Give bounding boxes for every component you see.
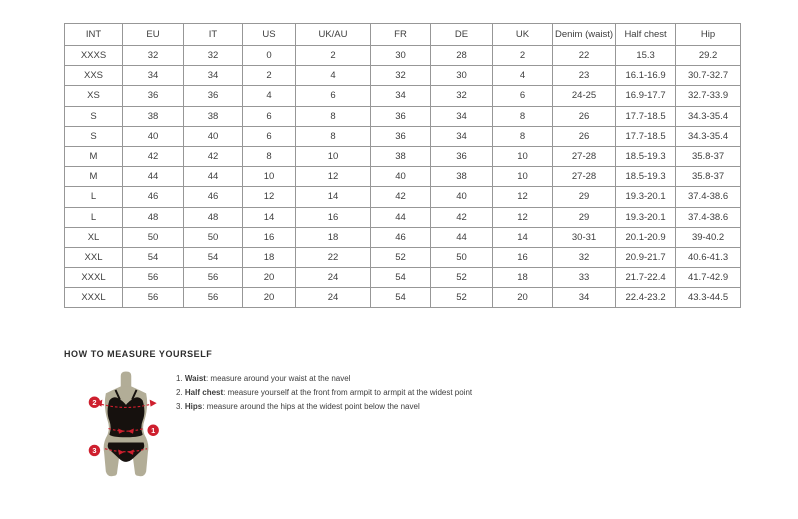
- table-cell: 8: [296, 126, 371, 146]
- table-cell: 8: [243, 146, 296, 166]
- table-cell: 52: [431, 288, 493, 308]
- table-cell: 24: [296, 268, 371, 288]
- column-header: US: [243, 24, 296, 46]
- table-cell: 22: [553, 46, 616, 66]
- table-cell: 21.7-22.4: [616, 268, 676, 288]
- step-label: Hips: [184, 402, 203, 411]
- table-cell: 26: [553, 126, 616, 146]
- table-cell: 8: [296, 106, 371, 126]
- table-cell: 32: [431, 86, 493, 106]
- column-header: Hip: [676, 24, 741, 46]
- table-cell: 4: [296, 66, 371, 86]
- table-cell: 16: [296, 207, 371, 227]
- table-cell: 36: [431, 146, 493, 166]
- step-number: 1.: [176, 374, 183, 383]
- table-cell: 34: [371, 86, 431, 106]
- step-text: : measure around your waist at the navel: [205, 374, 351, 383]
- table-cell: 56: [184, 288, 243, 308]
- table-cell: 30-31: [553, 227, 616, 247]
- table-cell: 16.1-16.9: [616, 66, 676, 86]
- table-cell: 16: [493, 247, 553, 267]
- table-cell: 15.3: [616, 46, 676, 66]
- table-row: [65, 288, 741, 308]
- table-cell: 29: [553, 207, 616, 227]
- table-cell: 54: [371, 288, 431, 308]
- table-cell: XXS: [65, 66, 123, 86]
- table-cell: M: [65, 167, 123, 187]
- column-header: FR: [371, 24, 431, 46]
- table-cell: 35.8-37: [676, 146, 741, 166]
- table-cell: XXXL: [65, 268, 123, 288]
- table-cell: 24-25: [553, 86, 616, 106]
- table-row: [65, 106, 741, 126]
- table-cell: M: [65, 146, 123, 166]
- table-cell: 36: [371, 126, 431, 146]
- table-cell: 36: [184, 86, 243, 106]
- measure-step: [176, 372, 472, 386]
- table-cell: 34: [553, 288, 616, 308]
- waist-badge: [147, 425, 158, 436]
- table-cell: 28: [431, 46, 493, 66]
- table-cell: 50: [123, 227, 184, 247]
- table-cell: 12: [493, 207, 553, 227]
- table-cell: 30: [371, 46, 431, 66]
- table-cell: 33: [553, 268, 616, 288]
- table-cell: 29.2: [676, 46, 741, 66]
- measurement-figure: [82, 368, 170, 482]
- table-cell: 18: [243, 247, 296, 267]
- table-cell: XXXS: [65, 46, 123, 66]
- mannequin-neck: [121, 372, 132, 388]
- table-cell: XS: [65, 86, 123, 106]
- table-cell: 6: [243, 126, 296, 146]
- table-cell: 18: [493, 268, 553, 288]
- measure-step: [176, 386, 472, 400]
- table-cell: 12: [493, 187, 553, 207]
- table-cell: 52: [431, 268, 493, 288]
- table-cell: 32: [371, 66, 431, 86]
- table-cell: 46: [123, 187, 184, 207]
- table-row: [65, 86, 741, 106]
- table-row: [65, 46, 741, 66]
- measure-steps-list: [176, 372, 472, 414]
- table-header-row: [65, 24, 741, 46]
- table-row: [65, 187, 741, 207]
- table-cell: 40.6-41.3: [676, 247, 741, 267]
- table-row: [65, 247, 741, 267]
- table-cell: 56: [184, 268, 243, 288]
- table-cell: 22.4-23.2: [616, 288, 676, 308]
- table-cell: 2: [243, 66, 296, 86]
- table-cell: 41.7-42.9: [676, 268, 741, 288]
- svg-text:2: 2: [92, 397, 97, 407]
- table-cell: 37.4-38.6: [676, 187, 741, 207]
- table-cell: 20: [493, 288, 553, 308]
- table-cell: 6: [296, 86, 371, 106]
- table-cell: 23: [553, 66, 616, 86]
- table-cell: 44: [184, 167, 243, 187]
- measure-guide-heading: HOW TO MEASURE YOURSELF: [64, 349, 213, 359]
- column-header: EU: [123, 24, 184, 46]
- table-cell: 32: [123, 46, 184, 66]
- table-cell: 6: [243, 106, 296, 126]
- table-cell: 50: [184, 227, 243, 247]
- table-cell: 17.7-18.5: [616, 126, 676, 146]
- table-cell: L: [65, 187, 123, 207]
- column-header: UK: [493, 24, 553, 46]
- table-row: [65, 167, 741, 187]
- table-cell: 20.9-21.7: [616, 247, 676, 267]
- table-cell: 44: [123, 167, 184, 187]
- table-cell: 38: [431, 167, 493, 187]
- table-row: [65, 66, 741, 86]
- table-cell: 30.7-32.7: [676, 66, 741, 86]
- table-row: [65, 126, 741, 146]
- table-cell: 52: [371, 247, 431, 267]
- table-cell: 24: [296, 288, 371, 308]
- table-cell: 46: [184, 187, 243, 207]
- table-cell: 10: [296, 146, 371, 166]
- table-cell: 12: [243, 187, 296, 207]
- table-cell: 18.5-19.3: [616, 167, 676, 187]
- hips-badge: [89, 445, 100, 456]
- table-cell: 18.5-19.3: [616, 146, 676, 166]
- table-row: [65, 227, 741, 247]
- table-cell: 27-28: [553, 167, 616, 187]
- table-cell: 17.7-18.5: [616, 106, 676, 126]
- table-cell: 14: [243, 207, 296, 227]
- column-header: Half chest: [616, 24, 676, 46]
- table-cell: 29: [553, 187, 616, 207]
- table-cell: 34: [431, 126, 493, 146]
- chest-badge: [89, 397, 100, 408]
- table-cell: 34: [184, 66, 243, 86]
- table-cell: S: [65, 106, 123, 126]
- table-cell: 40: [123, 126, 184, 146]
- table-cell: 16.9-17.7: [616, 86, 676, 106]
- table-cell: 36: [123, 86, 184, 106]
- column-header: UK/AU: [296, 24, 371, 46]
- table-row: [65, 207, 741, 227]
- table-cell: 54: [184, 247, 243, 267]
- step-text: : measure yourself at the front from armpit to armpit at the widest point: [223, 388, 473, 397]
- table-cell: 0: [243, 46, 296, 66]
- table-cell: 40: [184, 126, 243, 146]
- table-cell: XXXL: [65, 288, 123, 308]
- table-cell: 42: [371, 187, 431, 207]
- table-cell: 4: [493, 66, 553, 86]
- table-cell: 48: [123, 207, 184, 227]
- table-cell: 38: [123, 106, 184, 126]
- table-cell: 56: [123, 268, 184, 288]
- table-cell: 44: [431, 227, 493, 247]
- table-cell: 18: [296, 227, 371, 247]
- table-cell: 19.3-20.1: [616, 207, 676, 227]
- table-cell: 44: [371, 207, 431, 227]
- table-cell: 22: [296, 247, 371, 267]
- column-header: INT: [65, 24, 123, 46]
- svg-text:3: 3: [92, 446, 97, 456]
- table-cell: 10: [243, 167, 296, 187]
- table-cell: 38: [184, 106, 243, 126]
- table-cell: 20: [243, 288, 296, 308]
- table-cell: 32: [184, 46, 243, 66]
- table-cell: 2: [296, 46, 371, 66]
- step-number: 3.: [176, 402, 183, 411]
- step-label: Waist: [184, 374, 206, 383]
- table-cell: 40: [431, 187, 493, 207]
- column-header: Denim (waist): [553, 24, 616, 46]
- table-cell: 34.3-35.4: [676, 106, 741, 126]
- table-cell: 39-40.2: [676, 227, 741, 247]
- table-cell: 6: [493, 86, 553, 106]
- table-cell: 35.8-37: [676, 167, 741, 187]
- step-number: 2.: [176, 388, 183, 397]
- table-cell: 34.3-35.4: [676, 126, 741, 146]
- table-cell: 20: [243, 268, 296, 288]
- table-cell: 14: [493, 227, 553, 247]
- table-cell: 54: [371, 268, 431, 288]
- table-cell: 50: [431, 247, 493, 267]
- table-cell: 14: [296, 187, 371, 207]
- table-cell: 8: [493, 126, 553, 146]
- table-cell: 32: [553, 247, 616, 267]
- table-cell: 42: [184, 146, 243, 166]
- measure-step: [176, 400, 472, 414]
- table-cell: 32.7-33.9: [676, 86, 741, 106]
- table-cell: 38: [371, 146, 431, 166]
- table-row: [65, 146, 741, 166]
- svg-text:1: 1: [151, 425, 156, 435]
- table-cell: 26: [553, 106, 616, 126]
- table-cell: L: [65, 207, 123, 227]
- column-header: DE: [431, 24, 493, 46]
- table-cell: 42: [431, 207, 493, 227]
- table-cell: 16: [243, 227, 296, 247]
- table-cell: 48: [184, 207, 243, 227]
- table-cell: 56: [123, 288, 184, 308]
- table-cell: 8: [493, 106, 553, 126]
- step-text: : measure around the hips at the widest point below the navel: [202, 402, 420, 411]
- table-cell: 43.3-44.5: [676, 288, 741, 308]
- column-header: IT: [184, 24, 243, 46]
- table-cell: 10: [493, 167, 553, 187]
- table-row: [65, 268, 741, 288]
- table-cell: 40: [371, 167, 431, 187]
- table-cell: 34: [431, 106, 493, 126]
- table-cell: 54: [123, 247, 184, 267]
- table-cell: 19.3-20.1: [616, 187, 676, 207]
- table-cell: 4: [243, 86, 296, 106]
- table-cell: XXL: [65, 247, 123, 267]
- table-cell: 37.4-38.6: [676, 207, 741, 227]
- chest-arrow-right: [150, 400, 157, 407]
- table-cell: 12: [296, 167, 371, 187]
- table-cell: 2: [493, 46, 553, 66]
- size-chart-table: [64, 23, 741, 308]
- table-cell: 10: [493, 146, 553, 166]
- table-cell: 20.1-20.9: [616, 227, 676, 247]
- step-label: Half chest: [184, 388, 224, 397]
- table-cell: 34: [123, 66, 184, 86]
- table-cell: 30: [431, 66, 493, 86]
- table-cell: 46: [371, 227, 431, 247]
- table-cell: XL: [65, 227, 123, 247]
- table-cell: 36: [371, 106, 431, 126]
- table-cell: S: [65, 126, 123, 146]
- table-cell: 27-28: [553, 146, 616, 166]
- table-cell: 42: [123, 146, 184, 166]
